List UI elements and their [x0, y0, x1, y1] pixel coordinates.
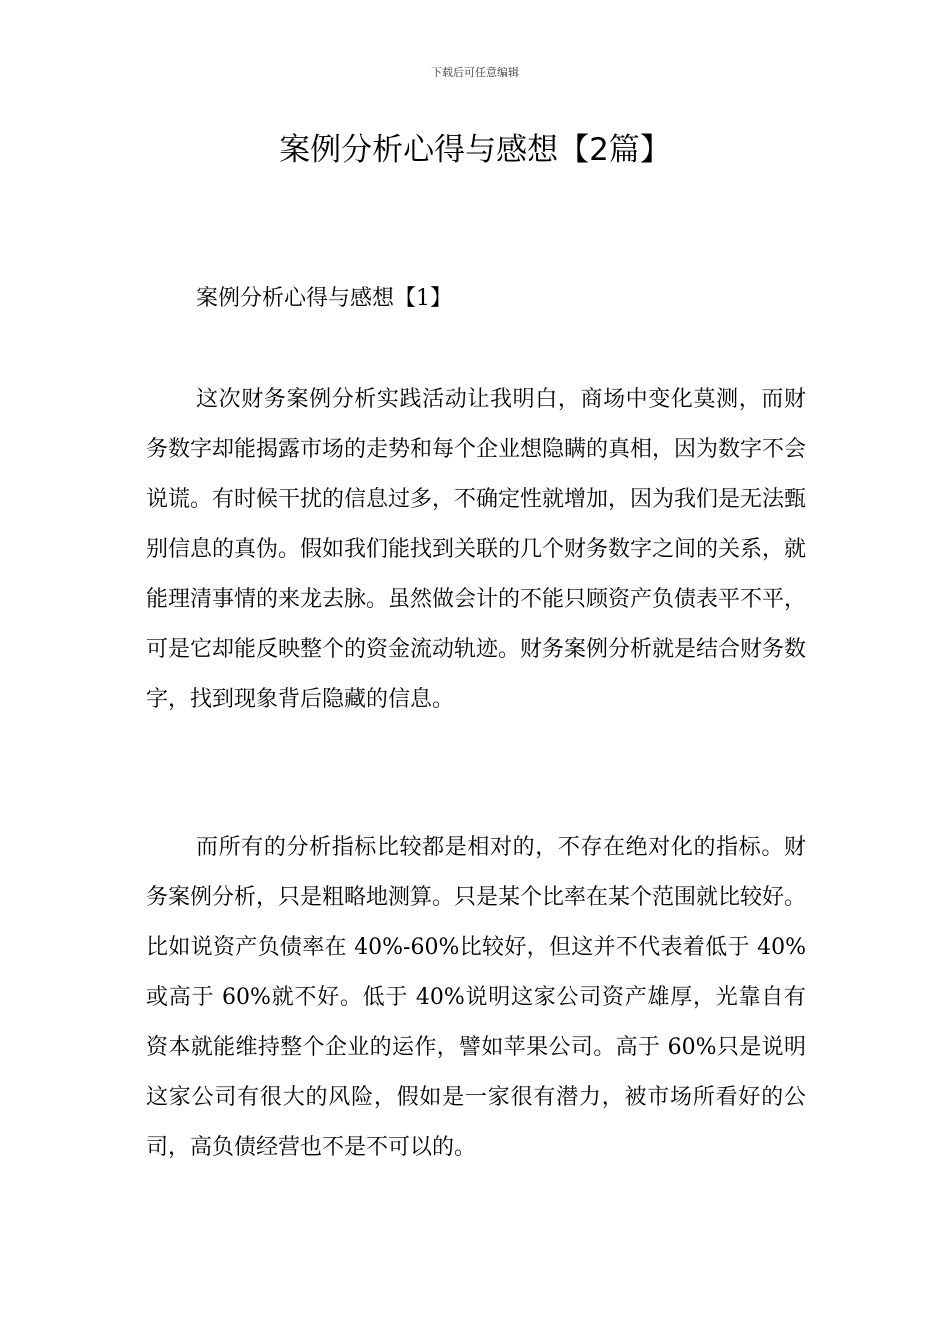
section-heading: 案例分析心得与感想【1】 — [196, 286, 452, 311]
header-note: 下载后可任意编辑 — [431, 66, 519, 79]
body-paragraph-1: 这次财务案例分析实践活动让我明白，商场中变化莫测，而财务数字却能揭露市场的走势和每个企业想隐瞒的真相，因为数字不会说谎。有时候干扰的信息过多，不确定性就增加，因为我们是无法甄别信息的真伪。假如我们能找到关联的几个财务数字之间的关系，就能理清事情的来龙去脉。虽然做会计的不能只顾资产负债表平不平，可是它却能反映整个的资金流动轨迹。财务案例分析就是结合财务数字，找到现象背后隐藏的信息。 — [146, 387, 807, 712]
document-title: 案例分析心得与感想【2篇】 — [279, 132, 671, 168]
body-paragraph-2: 而所有的分析指标比较都是相对的，不存在绝对化的指标。财务案例分析，只是粗略地测算。只是某个比率在某个范围就比较好。比如说资产负债率在 40%-60%比较好，但这并不代表着低于 40%或高于 60%就不好。低于 40%说明这家公司资产雄厚，光靠自有资本就能维持整个企业的运作，譬如苹果公司。高于 60%只是说明这家公司有很大的风险，假如是一家很有潜力，被市场所看好的公司，高负债经营也不是不可以的。 — [146, 835, 807, 1160]
